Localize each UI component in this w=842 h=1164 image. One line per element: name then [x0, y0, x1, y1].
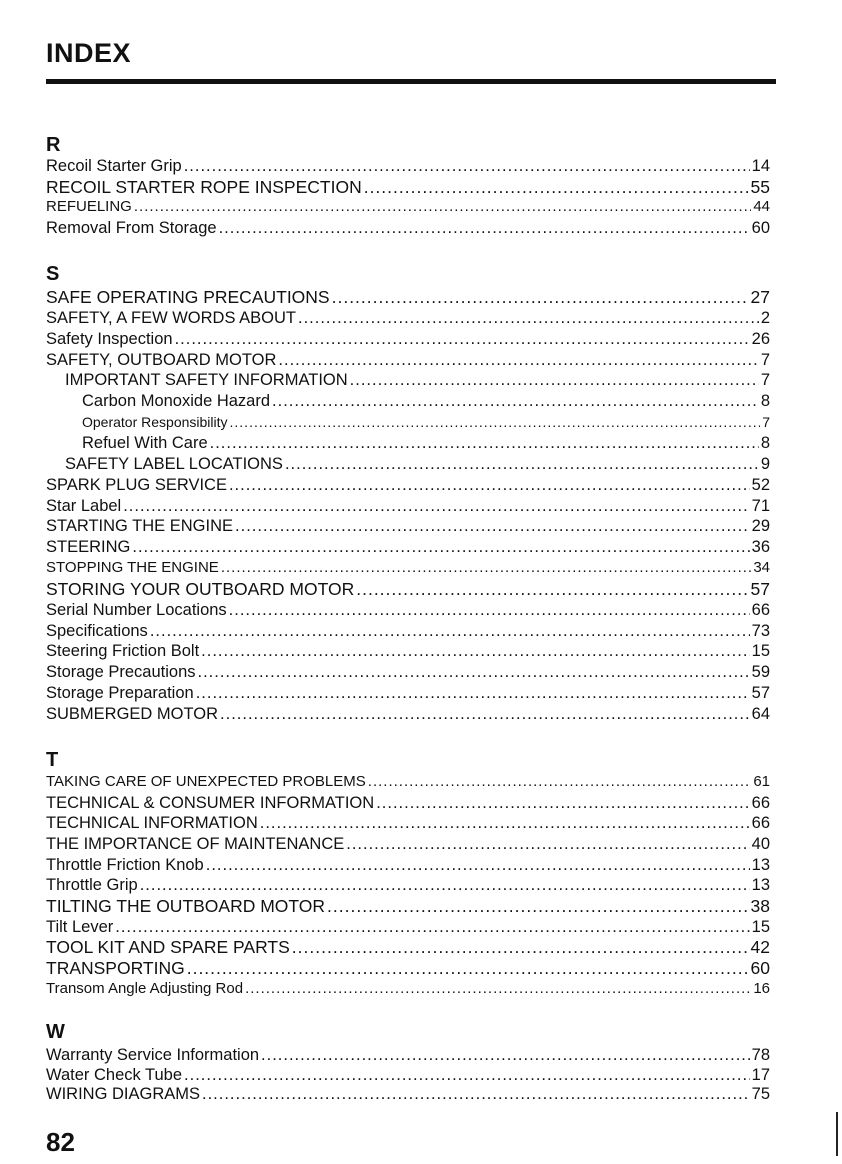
- index-entry-page: 60: [751, 219, 770, 238]
- index-entry-page: 73: [751, 621, 770, 640]
- dot-leader: [356, 579, 748, 599]
- dot-leader: [115, 917, 749, 937]
- index-entry: [46, 662, 770, 682]
- index-entry-label: RECOIL STARTER ROPE INSPECTION: [46, 176, 362, 197]
- dot-leader: [219, 218, 750, 238]
- index-entry-page: 66: [751, 814, 770, 833]
- index-entry: [46, 896, 770, 916]
- dot-leader: [285, 454, 759, 474]
- index-entry-page: 59: [751, 663, 770, 682]
- index-entry-page: 61: [753, 773, 770, 790]
- index-entry-label: WIRING DIAGRAMS: [46, 1085, 201, 1103]
- index-entry-label: Storage Precautions: [46, 663, 196, 682]
- dot-leader: [202, 1084, 750, 1104]
- dot-leader: [229, 475, 750, 495]
- index-entry-label: Warranty Service Information: [46, 1046, 260, 1064]
- index-entry-page: 26: [751, 329, 770, 348]
- index-entry: [46, 1065, 770, 1085]
- index-entry: [46, 218, 770, 238]
- index-entry-label: TOOL KIT AND SPARE PARTS: [46, 937, 290, 958]
- index-entry-label: SAFETY, OUTBOARD MOTOR: [46, 350, 277, 369]
- index-entry-page: 57: [751, 684, 770, 703]
- index-entry: [46, 813, 770, 833]
- index-entry-page: 66: [751, 600, 770, 619]
- index-entry-label: Water Check Tube: [46, 1065, 183, 1084]
- index-entry-label: STEERING: [46, 538, 131, 557]
- index-entry-page: 8: [760, 392, 770, 411]
- dot-leader: [196, 683, 750, 703]
- dot-leader: [230, 412, 761, 432]
- index-entry: [46, 287, 770, 307]
- dot-leader: [346, 834, 749, 854]
- dot-leader: [260, 813, 750, 833]
- dot-leader: [272, 391, 759, 411]
- index-entry-label: IMPORTANT SAFETY INFORMATION: [65, 371, 348, 390]
- index-entry-page: 14: [751, 157, 770, 175]
- index-entry-page: 9: [760, 454, 770, 473]
- dot-leader: [140, 875, 750, 895]
- index-entry-page: 42: [750, 937, 770, 958]
- section-letter-w: W: [46, 1021, 65, 1043]
- index-entry: [46, 704, 770, 724]
- dot-leader: [327, 896, 748, 916]
- index-entry-label: Star Label: [46, 496, 122, 515]
- index-entry-label: Specifications: [46, 621, 148, 640]
- index-entry-label: Transom Angle Adjusting Rod: [46, 979, 244, 997]
- index-entry-page: 7: [760, 371, 770, 390]
- index-entry-page: 55: [750, 176, 770, 197]
- page-number: 82: [46, 1127, 75, 1157]
- index-entry-page: 36: [751, 538, 770, 557]
- dot-leader: [184, 156, 750, 176]
- index-entry-label: Operator Responsibility: [82, 414, 228, 431]
- dot-leader: [376, 793, 749, 813]
- index-entry-page: 78: [751, 1046, 770, 1064]
- index-entry-page: 29: [751, 517, 770, 536]
- index-entry-label: Carbon Monoxide Hazard: [82, 392, 271, 411]
- index-entry-page: 17: [751, 1065, 770, 1084]
- index-entry-page: 16: [753, 979, 770, 997]
- index-entry: [46, 1084, 770, 1104]
- index-entry-label: TRANSPORTING: [46, 957, 185, 978]
- dot-leader: [123, 496, 749, 516]
- index-entry: [46, 350, 770, 370]
- index-entry-label: STORING YOUR OUTBOARD MOTOR: [46, 578, 355, 599]
- index-entry-label: Tilt Lever: [46, 917, 114, 936]
- index-entry-label: Storage Preparation: [46, 684, 194, 703]
- index-entry-label: Serial Number Locations: [46, 600, 227, 619]
- index-entry-label: SPARK PLUG SERVICE: [46, 475, 227, 494]
- section-letter-s: S: [46, 263, 60, 285]
- index-entry: [46, 475, 770, 495]
- index-entry: [46, 793, 770, 813]
- dot-leader: [229, 600, 750, 620]
- dot-leader: [184, 1065, 750, 1085]
- index-entry: [46, 197, 770, 217]
- index-entry-label: TILTING THE OUTBOARD MOTOR: [46, 895, 326, 916]
- dot-leader: [292, 937, 749, 957]
- dot-leader: [350, 370, 759, 390]
- index-entry: [46, 641, 770, 661]
- dot-leader: [132, 537, 749, 557]
- index-entry: [46, 979, 770, 999]
- index-entry-label: Refuel With Care: [82, 433, 208, 452]
- index-entry-page: 27: [750, 287, 770, 307]
- dot-leader: [206, 855, 750, 875]
- index-entry-page: 34: [753, 559, 770, 577]
- dot-leader: [150, 621, 750, 641]
- index-entry: [46, 958, 770, 978]
- dot-leader: [245, 979, 751, 999]
- index-entry-label: SAFETY LABEL LOCATIONS: [65, 454, 283, 473]
- dot-leader: [134, 197, 751, 217]
- index-entry-page: 60: [750, 957, 770, 978]
- index-entry-label: Recoil Starter Grip: [46, 157, 182, 175]
- index-entry: [46, 370, 770, 390]
- dot-leader: [198, 662, 750, 682]
- index-entry-label: Safety Inspection: [46, 329, 173, 348]
- index-entry-label: STARTING THE ENGINE: [46, 517, 234, 536]
- index-entry-page: 64: [751, 705, 770, 723]
- index-entry-page: 8: [760, 433, 770, 452]
- index-entry: [46, 412, 770, 432]
- index-entry-label: TECHNICAL & CONSUMER INFORMATION: [46, 793, 375, 812]
- index-entry-page: 13: [751, 855, 770, 874]
- index-entry: [46, 454, 770, 474]
- index-entry-page: 75: [751, 1085, 770, 1103]
- index-entry: [46, 875, 770, 895]
- dot-leader: [201, 641, 749, 661]
- dot-leader: [298, 308, 759, 328]
- index-entry: [46, 391, 770, 411]
- index-entry-page: 71: [751, 496, 770, 515]
- index-entry-page: 44: [753, 198, 770, 216]
- page-title: INDEX: [46, 38, 132, 68]
- index-entry-label: SAFE OPERATING PRECAUTIONS: [46, 287, 330, 307]
- index-entry: [46, 516, 770, 536]
- index-entry: [46, 1045, 770, 1065]
- index-entry-page: 15: [751, 917, 770, 936]
- dot-leader: [221, 558, 751, 578]
- index-entry-page: 13: [751, 876, 770, 895]
- index-entry-label: REFUELING: [46, 198, 132, 216]
- index-entry-page: 7: [762, 414, 770, 431]
- title-rule: [46, 79, 776, 84]
- index-entry: [46, 621, 770, 641]
- dot-leader: [220, 704, 750, 724]
- dot-leader: [364, 177, 749, 197]
- index-entry-page: 15: [751, 642, 770, 661]
- section-letter-r: R: [46, 134, 61, 156]
- index-entry: [46, 772, 770, 792]
- index-entry-page: 7: [760, 350, 770, 369]
- index-entry-label: STOPPING THE ENGINE: [46, 559, 219, 577]
- section-letter-t: T: [46, 749, 59, 771]
- index-entry-label: Throttle Grip: [46, 876, 138, 895]
- index-entry-page: 66: [751, 793, 770, 812]
- dot-leader: [175, 329, 750, 349]
- dot-leader: [210, 433, 759, 453]
- index-entry-label: TAKING CARE OF UNEXPECTED PROBLEMS: [46, 773, 366, 790]
- index-entry: [46, 683, 770, 703]
- dot-leader: [235, 516, 750, 536]
- dot-leader: [278, 350, 758, 370]
- index-entry: [46, 496, 770, 516]
- index-entry: [46, 579, 770, 599]
- index-entry-label: TECHNICAL INFORMATION: [46, 814, 258, 833]
- index-entry: [46, 600, 770, 620]
- index-entry: [46, 308, 770, 328]
- index-entry-label: Removal From Storage: [46, 219, 217, 238]
- index-entry-label: Throttle Friction Knob: [46, 855, 204, 874]
- index-entry: [46, 937, 770, 957]
- index-entry-label: THE IMPORTANCE OF MAINTENANCE: [46, 834, 345, 853]
- dot-leader: [187, 958, 749, 978]
- index-entry: [46, 917, 770, 937]
- index-entry-label: Steering Friction Bolt: [46, 642, 200, 661]
- index-entry: [46, 537, 770, 557]
- index-entry-page: 57: [750, 578, 770, 599]
- index-entry: [46, 329, 770, 349]
- dot-leader: [261, 1045, 750, 1065]
- index-entry: [46, 156, 770, 176]
- index-entry: [46, 855, 770, 875]
- margin-mark: [836, 1112, 838, 1156]
- index-entry-label: SUBMERGED MOTOR: [46, 705, 219, 723]
- index-entry-label: SAFETY, A FEW WORDS ABOUT: [46, 308, 296, 327]
- index-entry-page: 40: [751, 834, 770, 853]
- dot-leader: [332, 287, 749, 307]
- dot-leader: [368, 772, 752, 792]
- index-entry-page: 52: [751, 475, 770, 494]
- index-entry: [46, 558, 770, 578]
- index-entry: [46, 433, 770, 453]
- index-entry: [46, 834, 770, 854]
- index-entry: [46, 177, 770, 197]
- index-entry-page: 2: [760, 308, 770, 327]
- index-entry-page: 38: [750, 895, 770, 916]
